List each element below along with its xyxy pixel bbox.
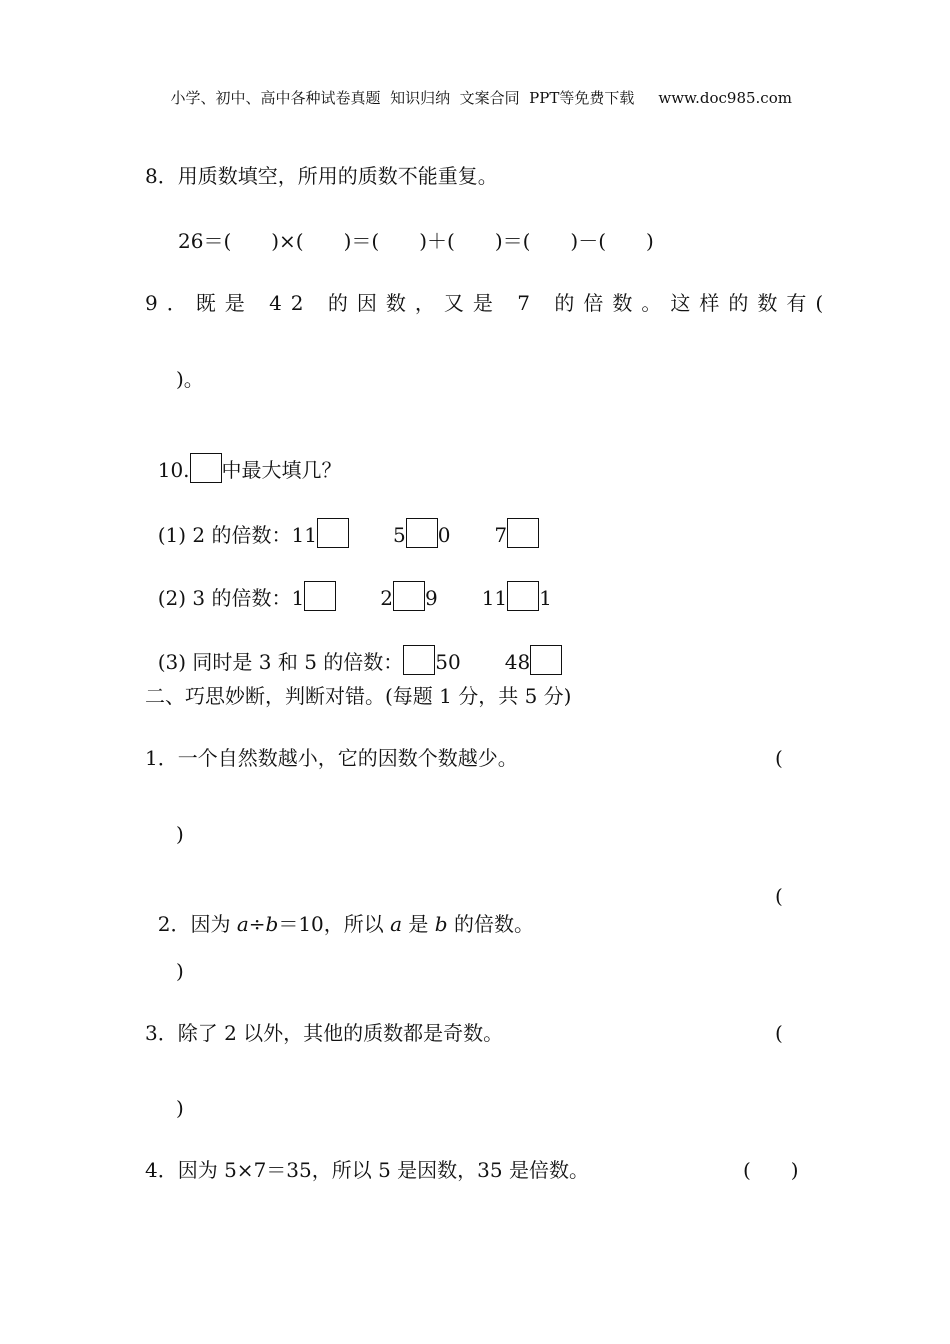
question-10-part-3	[145, 617, 562, 676]
question-text: 2．因为	[157, 912, 237, 936]
blank-box	[190, 453, 222, 483]
number-prefix: 2	[380, 586, 393, 610]
number-prefix: 11	[481, 586, 508, 610]
part-1-label: (1) 2 的倍数：	[157, 523, 292, 547]
number-prefix: 5	[392, 523, 406, 547]
blank-box[interactable]	[393, 581, 425, 611]
number-suffix: 1	[539, 586, 552, 610]
question-text: 是	[402, 912, 435, 936]
division-sign: ÷	[248, 912, 266, 936]
question-8-expression: 26＝( )×( )＝( )＋( )＝( )－( )	[178, 229, 654, 253]
number-suffix: 9	[424, 586, 438, 610]
blank-box[interactable]	[406, 518, 438, 548]
question-8: 8．用质数填空，所用的质数不能重复。	[145, 164, 498, 188]
number-prefix: 11	[291, 523, 317, 547]
question-9-continuation: )。	[176, 367, 204, 391]
question-text: ＝10，所以	[278, 912, 391, 936]
answer-bracket-close: )	[176, 822, 184, 846]
judge-question-3: 3．除了 2 以外，其他的质数都是奇数。	[145, 1021, 504, 1045]
question-10	[145, 425, 342, 484]
judge-question-2	[145, 882, 534, 938]
question-10-part-2	[145, 553, 552, 612]
number-prefix: 48	[504, 650, 531, 674]
judge-question-4: 4．因为 5×7＝35，所以 5 是因数，35 是倍数。	[145, 1158, 589, 1182]
header-url: www.doc985.com	[658, 89, 792, 107]
number-prefix: 1	[291, 586, 305, 610]
question-9: 9．既是 42 的因数，又是 7 的倍数。这样的数有(	[145, 291, 833, 315]
answer-bracket-open: (	[775, 746, 783, 770]
number-suffix: 50	[435, 650, 461, 674]
blank-box[interactable]	[304, 581, 336, 611]
page-header	[161, 68, 792, 108]
blank-box[interactable]	[403, 645, 435, 675]
question-10-number: 10.	[157, 458, 190, 482]
judge-question-1: 1．一个自然数越小，它的因数个数越少。	[145, 746, 518, 770]
blank-box[interactable]	[317, 518, 349, 548]
answer-bracket-open: (	[775, 1021, 783, 1045]
blank-box[interactable]	[507, 581, 539, 611]
answer-bracket-close: )	[176, 959, 184, 983]
part-3-label: (3) 同时是 3 和 5 的倍数：	[157, 650, 404, 674]
variable-b: b	[434, 912, 448, 936]
blank-box[interactable]	[507, 518, 539, 548]
answer-bracket-open: (	[775, 884, 783, 908]
answer-bracket: ( )	[743, 1158, 799, 1182]
blank-box[interactable]	[530, 645, 562, 675]
header-left-text: 小学、初中、高中各种试卷真题 知识归纳 文案合同 PPT等免费下载	[170, 89, 635, 107]
number-suffix: 0	[437, 523, 451, 547]
question-10-part-1	[145, 490, 539, 549]
variable-a: a	[390, 912, 403, 936]
number-prefix: 7	[494, 523, 508, 547]
section-2-title: 二、巧思妙断，判断对错。(每题 1 分，共 5 分)	[145, 684, 572, 708]
variable-b: b	[265, 912, 279, 936]
part-2-label: (2) 3 的倍数：	[157, 586, 292, 610]
question-10-text: 中最大填几？	[221, 458, 342, 482]
variable-a: a	[236, 912, 249, 936]
question-text: 的倍数。	[447, 912, 534, 936]
answer-bracket-close: )	[176, 1096, 184, 1120]
